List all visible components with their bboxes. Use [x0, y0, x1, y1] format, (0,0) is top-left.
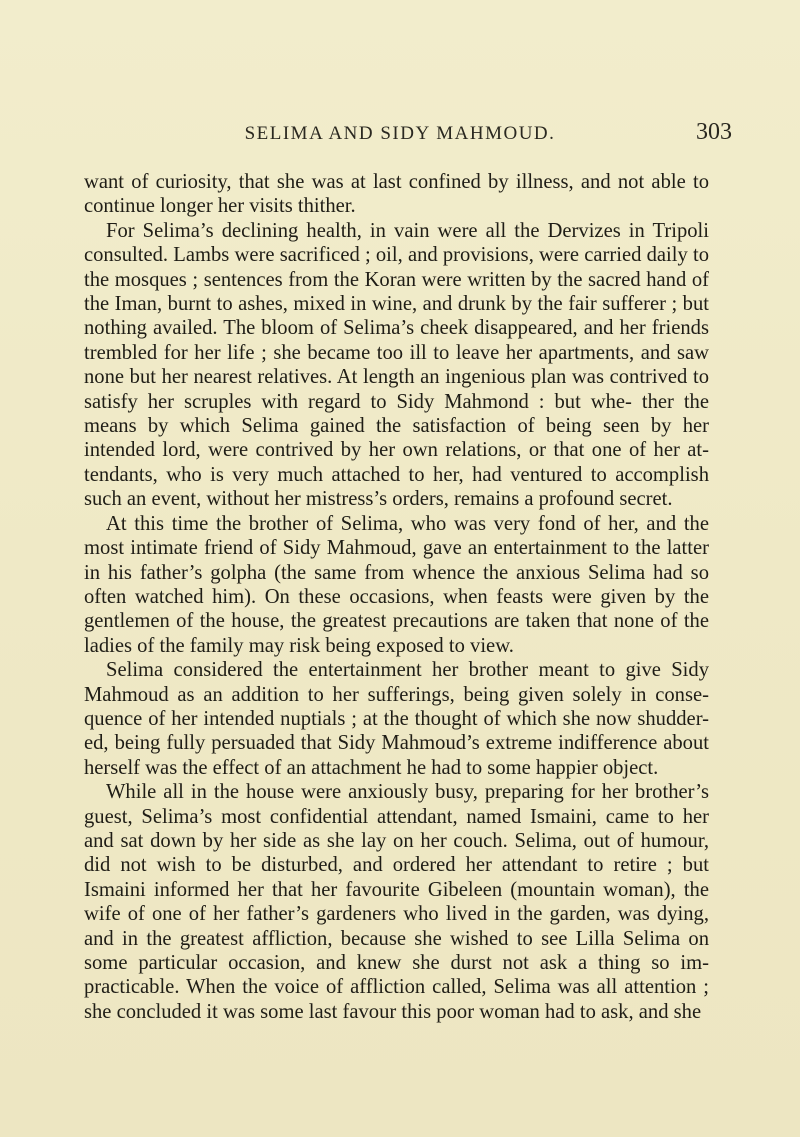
- running-head: [0, 119, 800, 153]
- paragraph: At this time the brother of Selima, who was very fond of her, and the most intimate friend of Sidy Mahmoud, gave an entertainment to the latter in his father’s golpha (the same from whence the anxious Selima had so often watched him). On these occasions, when feasts were given by the gentlemen of the house, the greatest precautions are taken that none of the ladies of the family may risk being exposed to view.: [84, 512, 709, 657]
- paragraph: While all in the house were anxiously busy, preparing for her brother’s guest, Selima’s most confidential attendant, named Ismaini, came to her and sat down by her side as she lay on her couch. Selima, out of humour, did not wish to be disturbed, and ordered her attendant to retire ; but Ismaini informed her that her favourite Gibeleen (mountain woman), the wife of one of her father’s gardeners who lived in the garden, was dying, and in the greatest affliction, because she wished to see Lilla Selima on some particular occasion, and knew she durst not ask a thing so im- practicable. When the voice of affliction called, Selima was all attention ; she concluded it was some last favour this poor woman had to ask, and she: [84, 781, 709, 1023]
- body-text: [84, 170, 709, 1024]
- running-title: SELIMA AND SIDY MAHMOUD.: [244, 123, 556, 144]
- paragraph: want of curiosity, that she was at last confined by illness, and not able to continue longer her visits thither.: [84, 171, 709, 218]
- page-number: 303: [696, 119, 732, 145]
- paragraph: For Selima’s declining health, in vain were all the Dervizes in Tripoli consulted. Lambs were sacrificed ; oil, and provisions, were carried daily to the mosques ; sentences from the Koran were written by the sacred hand of the Iman, burnt to ashes, mixed in wine, and drunk by the fair sufferer ; but nothing availed. The bloom of Selima’s cheek disappeared, and her friends trembled for her life ; she became too ill to leave her apartments, and saw none but her nearest relatives. At length an ingenious plan was contrived to satisfy her scruples with regard to Sidy Mahmond : but whe- ther the means by which Selima gained the satisfaction of being seen by her intended lord, were contrived by her own relations, or that one of her at- tendants, who is very much attached to her, had ventured to accomplish such an event, without her mistress’s orders, remains a profound secret.: [84, 219, 709, 511]
- paragraph: Selima considered the entertainment her brother meant to give Sidy Mahmoud as an addition to her sufferings, being given solely in conse- quence of her intended nuptials ; at the thought of which she now shudder- ed, being fully persuaded that Sidy Mahmoud’s extreme indifference about herself was the effect of an attachment he had to some happier object.: [84, 659, 709, 779]
